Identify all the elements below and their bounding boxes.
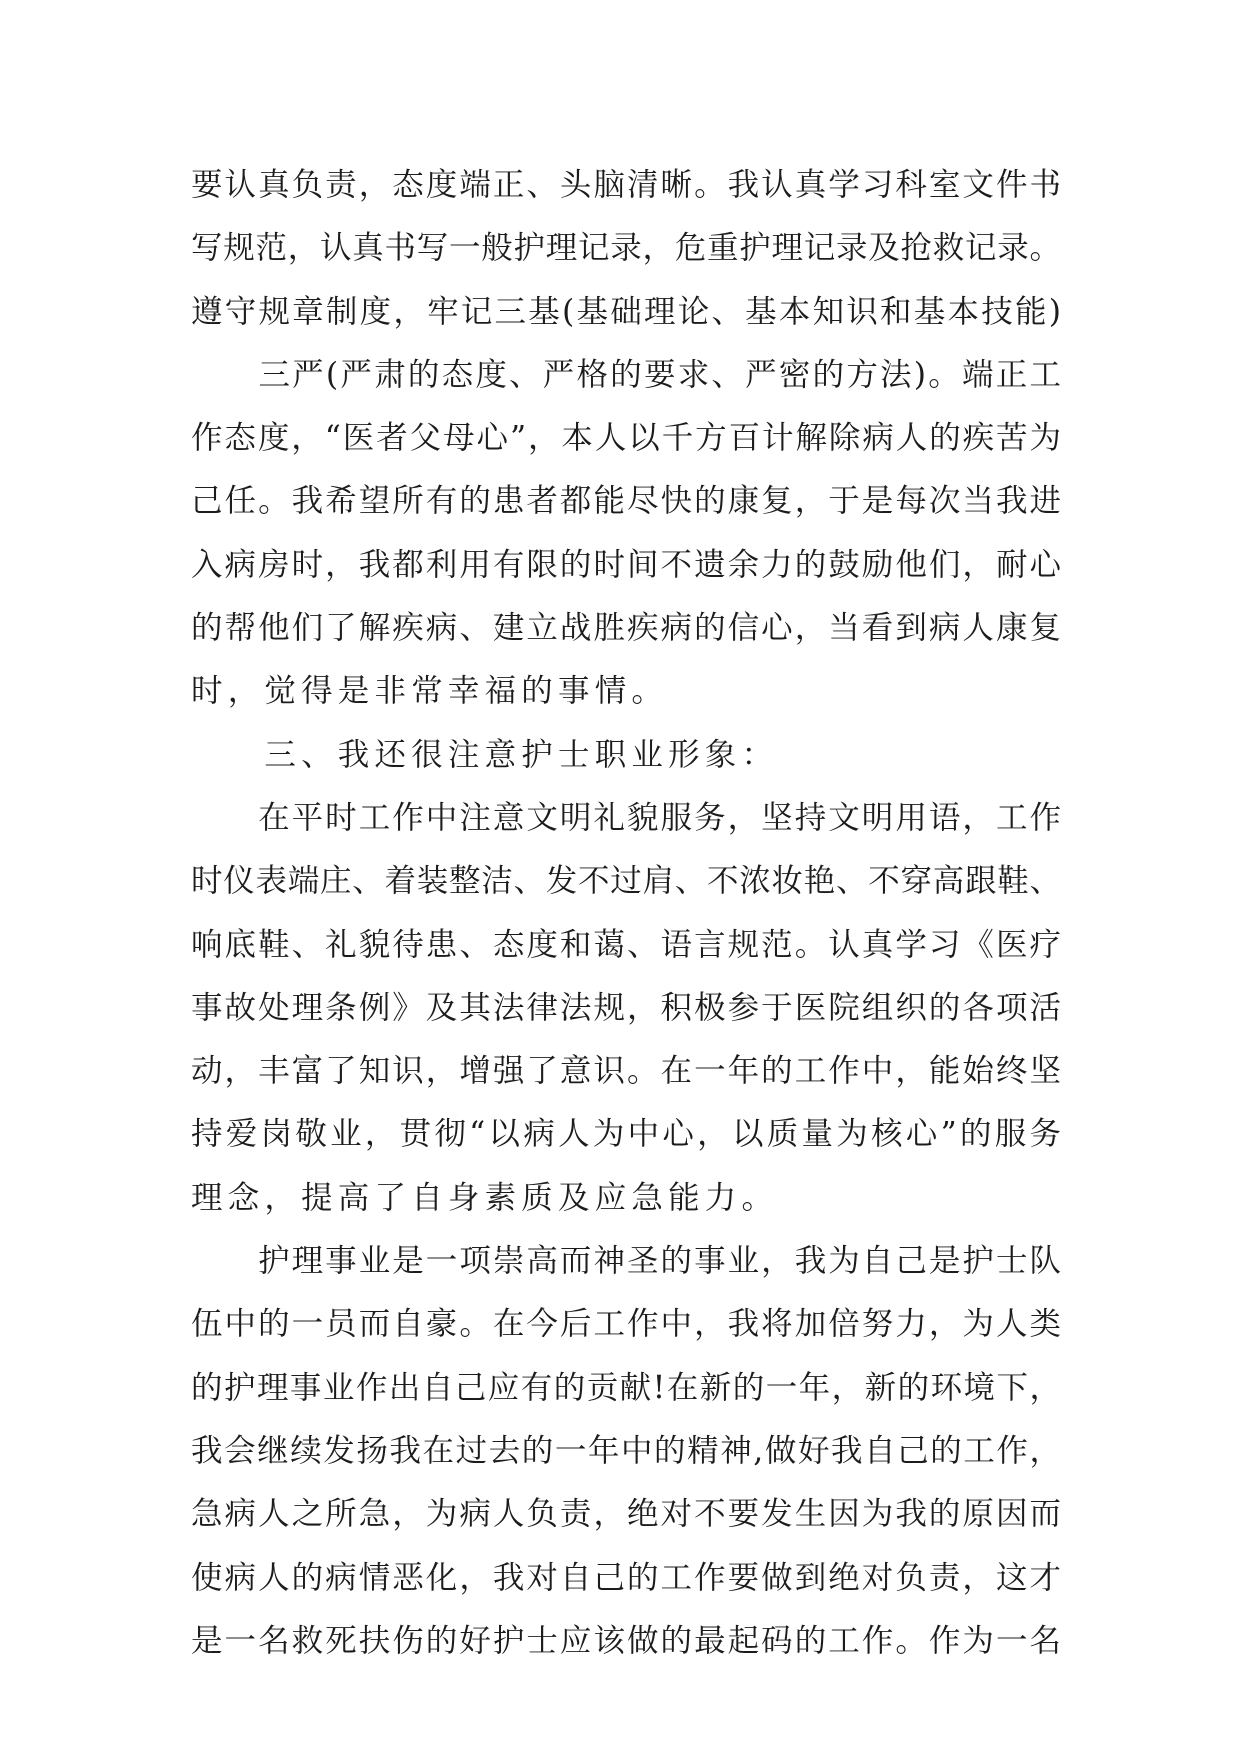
text-line: 理念，提高了自身素质及应急能力。	[191, 1179, 779, 1216]
text-line: 三严(严肃的态度、严格的要求、严密的方法)。端正工	[191, 356, 1061, 393]
text-line: 的帮他们了解疾病、建立战胜疾病的信心，当看到病人康复	[191, 610, 1061, 647]
text-line: 作态度，“医者父母心”，本人以千方百计解除病人的疾苦为	[191, 420, 1061, 457]
text-line: 护理事业是一项崇高而神圣的事业，我为自己是护士队	[191, 1243, 1061, 1280]
text-line: 是一名救死扶伤的好护士应该做的最起码的工作。作为一名	[191, 1622, 1061, 1659]
text-line: 动，丰富了知识，增强了意识。在一年的工作中，能始终坚	[191, 1053, 1061, 1090]
text-line: 在平时工作中注意文明礼貌服务，坚持文明用语，工作	[191, 799, 1061, 836]
text-line: 己任。我希望所有的患者都能尽快的康复，于是每次当我进	[191, 483, 1061, 520]
text-line: 使病人的病情恶化，我对自己的工作要做到绝对负责，这才	[191, 1559, 1061, 1596]
section-heading: 三、我还很注意护士职业形象：	[191, 736, 779, 773]
text-line: 的护理事业作出自己应有的贡献!在新的一年，新的环境下，	[191, 1369, 1061, 1406]
text-line: 急病人之所急，为病人负责，绝对不要发生因为我的原因而	[191, 1496, 1061, 1533]
text-line: 时仪表端庄、着装整洁、发不过肩、不浓妆艳、不穿高跟鞋、	[191, 863, 1061, 900]
text-line: 入病房时，我都利用有限的时间不遗余力的鼓励他们，耐心	[191, 546, 1061, 583]
text-line: 响底鞋、礼貌待患、态度和蔼、语言规范。认真学习《医疗	[191, 926, 1061, 963]
text-line: 时，觉得是非常幸福的事情。	[191, 673, 669, 710]
text-line: 事故处理条例》及其法律法规，积极参于医院组织的各项活	[191, 989, 1061, 1026]
text-line: 写规范，认真书写一般护理记录，危重护理记录及抢救记录。	[191, 230, 1061, 267]
text-line: 遵守规章制度，牢记三基(基础理论、基本知识和基本技能)	[191, 293, 1061, 330]
text-line: 伍中的一员而自豪。在今后工作中，我将加倍努力，为人类	[191, 1306, 1061, 1343]
text-line: 持爱岗敬业，贯彻“以病人为中心，以质量为核心”的服务	[191, 1116, 1061, 1153]
text-line: 我会继续发扬我在过去的一年中的精神,做好我自己的工作，	[191, 1432, 1061, 1469]
document-body	[191, 154, 1061, 1673]
text-line: 要认真负责，态度端正、头脑清晰。我认真学习科室文件书	[191, 167, 1061, 203]
